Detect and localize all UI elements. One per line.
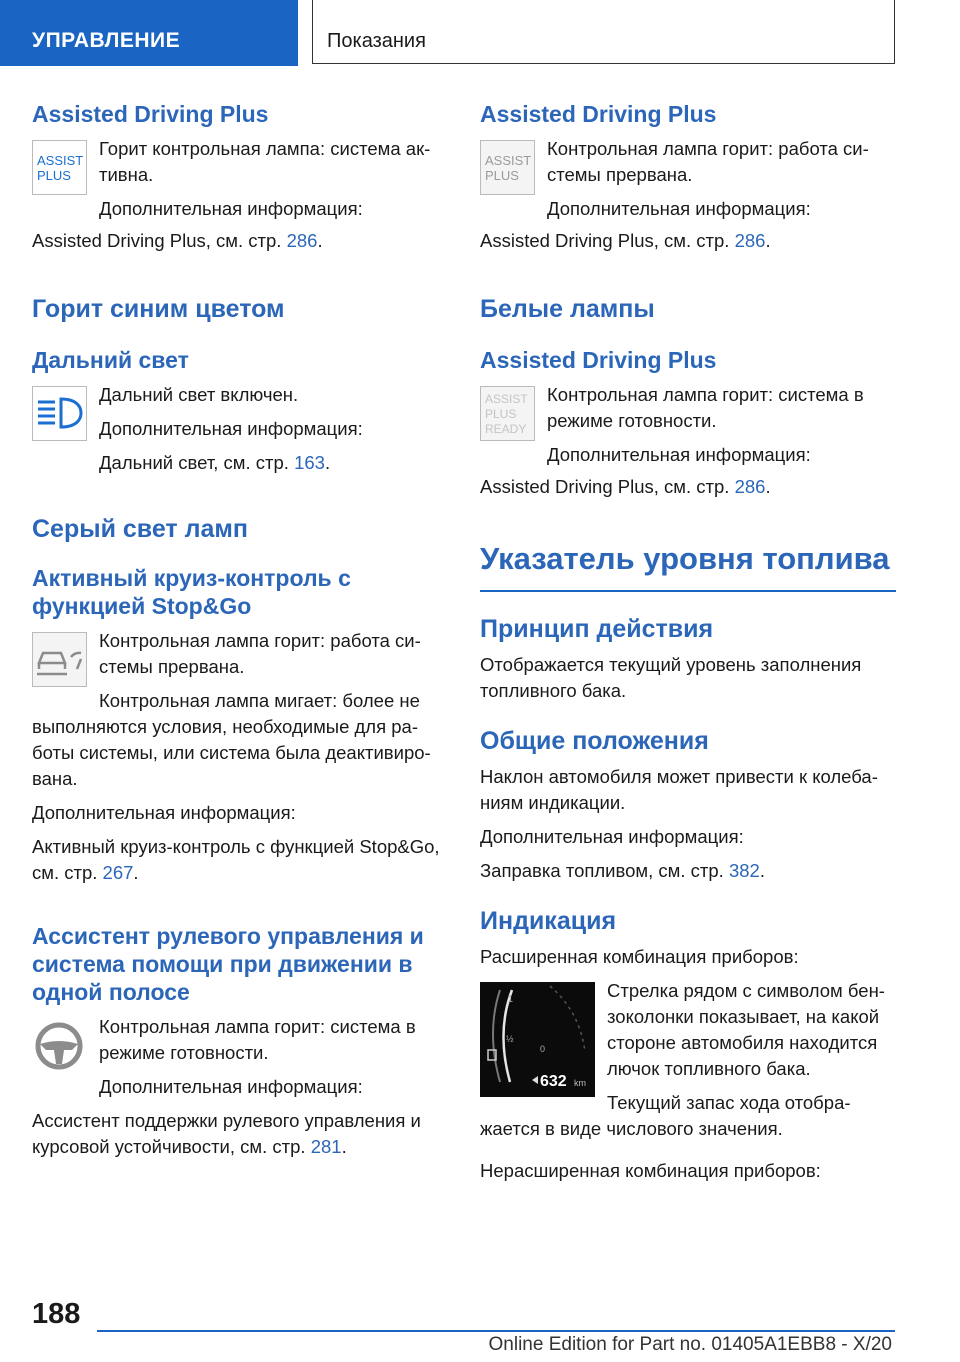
assisted-ready-text: Контрольная лампа горит: система в режиме готовности.	[547, 384, 864, 431]
section-divider	[480, 590, 896, 592]
high-beam-block	[32, 382, 442, 476]
assist-plus-icon-text2: PLUS	[37, 168, 71, 183]
assisted-interrupted-text: Контрольная лампа горит: работа си-стемы прервана.	[547, 138, 869, 185]
range-value: 632	[540, 1073, 567, 1090]
assist-plus-icon-text: ASSIST	[37, 153, 84, 168]
steering-block	[32, 1014, 442, 1100]
svg-text:PLUS: PLUS	[485, 407, 517, 421]
range-unit: km	[574, 1078, 586, 1088]
heading-general: Общие положения	[480, 727, 709, 755]
svg-text:READY: READY	[485, 422, 527, 436]
acc-block	[32, 628, 442, 714]
principle-text: Отображается текущий уровень заполнения топливного бака.	[480, 654, 862, 701]
display-text: Расширенная комбинация приборов:	[480, 946, 799, 967]
steering-text: Контрольная лампа горит: система в режиме готовности.	[99, 1016, 416, 1063]
svg-text:PLUS: PLUS	[485, 168, 519, 183]
fuel-side-arrow-icon	[532, 1076, 538, 1084]
assisted-interrupted-ref: Assisted Driving Plus, см. стр. 286.	[480, 230, 771, 251]
assisted-ready-ref: Assisted Driving Plus, см. стр. 286.	[480, 476, 771, 497]
fuel-half-mark: ½	[506, 1034, 514, 1044]
arrow-text: Стрелка рядом с символом бен-зоколонки показывает, на какой стороне автомобиля находится лючок топливного бака.	[607, 980, 885, 1079]
fuel-cluster-block	[480, 978, 896, 1116]
page-header	[0, 0, 960, 66]
assisted-interrupted-block	[480, 136, 896, 222]
range-text-a: Текущий запас хода отобра-	[607, 1092, 851, 1113]
page-link[interactable]: 286	[734, 476, 766, 497]
right-column	[480, 100, 896, 1184]
acc-text-2a: Контрольная лампа мигает: более не	[99, 690, 420, 711]
assisted-active-block	[32, 136, 442, 222]
footer-divider	[97, 1330, 895, 1332]
heading-grey-lights: Серый свет ламп	[32, 515, 248, 543]
high-beam-ref: Дальний свет, см. стр. 163.	[99, 452, 331, 473]
assist-plus-grey-icon	[480, 140, 535, 195]
section-tab: УПРАВЛЕНИЕ	[0, 0, 298, 66]
heading-high-beam: Дальний свет	[32, 347, 189, 373]
steering-ref: Ассистент поддержки рулевого управления и курсовой устойчивости, см. стр. 281.	[32, 1110, 421, 1157]
assisted-active-text: Горит контрольная лампа: система ак-тивна.	[99, 138, 431, 185]
acc-text-2b: выполняются условия, необходимые для ра-боты системы, или система была деактивиро-вана.	[32, 716, 431, 789]
cruise-control-icon	[32, 632, 87, 687]
more-info-label: Дополнительная информация:	[547, 198, 811, 219]
chapter-title: Показания	[312, 0, 895, 64]
page-number: 188	[32, 1298, 81, 1330]
page-link[interactable]: 286	[286, 230, 318, 251]
assisted-ready-block	[480, 382, 896, 468]
heading-steering-assist: Ассистент рулевого управления и система помощи при движении в одной полосе	[32, 923, 424, 1005]
page-link[interactable]: 163	[294, 452, 325, 473]
more-info-label: Дополнительная информация:	[99, 198, 363, 219]
page-link[interactable]: 281	[310, 1136, 342, 1157]
acc-ref: Активный круиз-контроль с функцией Stop&Go, см. стр. 267.	[32, 836, 440, 883]
edition-note: Online Edition for Part no. 01405A1EBB8 - X/20	[488, 1334, 892, 1355]
heading-principle: Принцип действия	[480, 615, 714, 643]
heading-assisted-driving-plus-active: Assisted Driving Plus	[32, 101, 269, 127]
heading-blue-lights: Горит синим цветом	[32, 295, 285, 323]
acc-text-1: Контрольная лампа горит: работа си-стемы прервана.	[99, 630, 421, 677]
steering-wheel-icon	[32, 1018, 87, 1073]
page-link[interactable]: 382	[728, 860, 760, 881]
more-info-label: Дополнительная информация:	[99, 418, 363, 439]
svg-text:ASSIST: ASSIST	[485, 392, 528, 406]
instrument-cluster-image	[480, 982, 595, 1097]
assist-plus-icon	[32, 140, 87, 195]
fuel-empty-mark: 0	[540, 1044, 546, 1054]
more-info-label: Дополнительная информация:	[480, 826, 744, 847]
more-info-label: Дополнительная информация:	[547, 444, 811, 465]
assisted-active-ref: Assisted Driving Plus, см. стр. 286.	[32, 230, 323, 251]
left-column	[32, 100, 442, 1160]
general-text: Наклон автомобиля может привести к колеба-ниям индикации.	[480, 766, 878, 813]
page-link[interactable]: 267	[102, 862, 134, 883]
high-beam-icon	[32, 386, 87, 441]
basic-cluster-text: Нерасширенная комбинация приборов:	[480, 1160, 821, 1181]
heading-assisted-driving-plus-interrupted: Assisted Driving Plus	[480, 101, 717, 127]
heading-display: Индикация	[480, 907, 617, 935]
svg-text:ASSIST: ASSIST	[485, 153, 532, 168]
more-info-label: Дополнительная информация:	[32, 802, 296, 823]
assist-plus-ready-icon	[480, 386, 535, 441]
high-beam-text: Дальний свет включен.	[99, 384, 299, 405]
refuel-ref: Заправка топливом, см. стр. 382.	[480, 860, 765, 881]
heading-white-lights: Белые лампы	[480, 295, 655, 323]
range-text-b: жается в виде числового значения.	[480, 1118, 783, 1139]
page-link[interactable]: 286	[734, 230, 766, 251]
heading-assisted-driving-plus-ready: Assisted Driving Plus	[480, 347, 717, 373]
heading-fuel-gauge: Указатель уровня топлива	[480, 541, 890, 576]
more-info-label: Дополнительная информация:	[99, 1076, 363, 1097]
fuel-full-mark: 1	[508, 994, 514, 1004]
heading-acc-stop-go: Активный круиз-контроль с функцией Stop&Go	[32, 565, 351, 619]
